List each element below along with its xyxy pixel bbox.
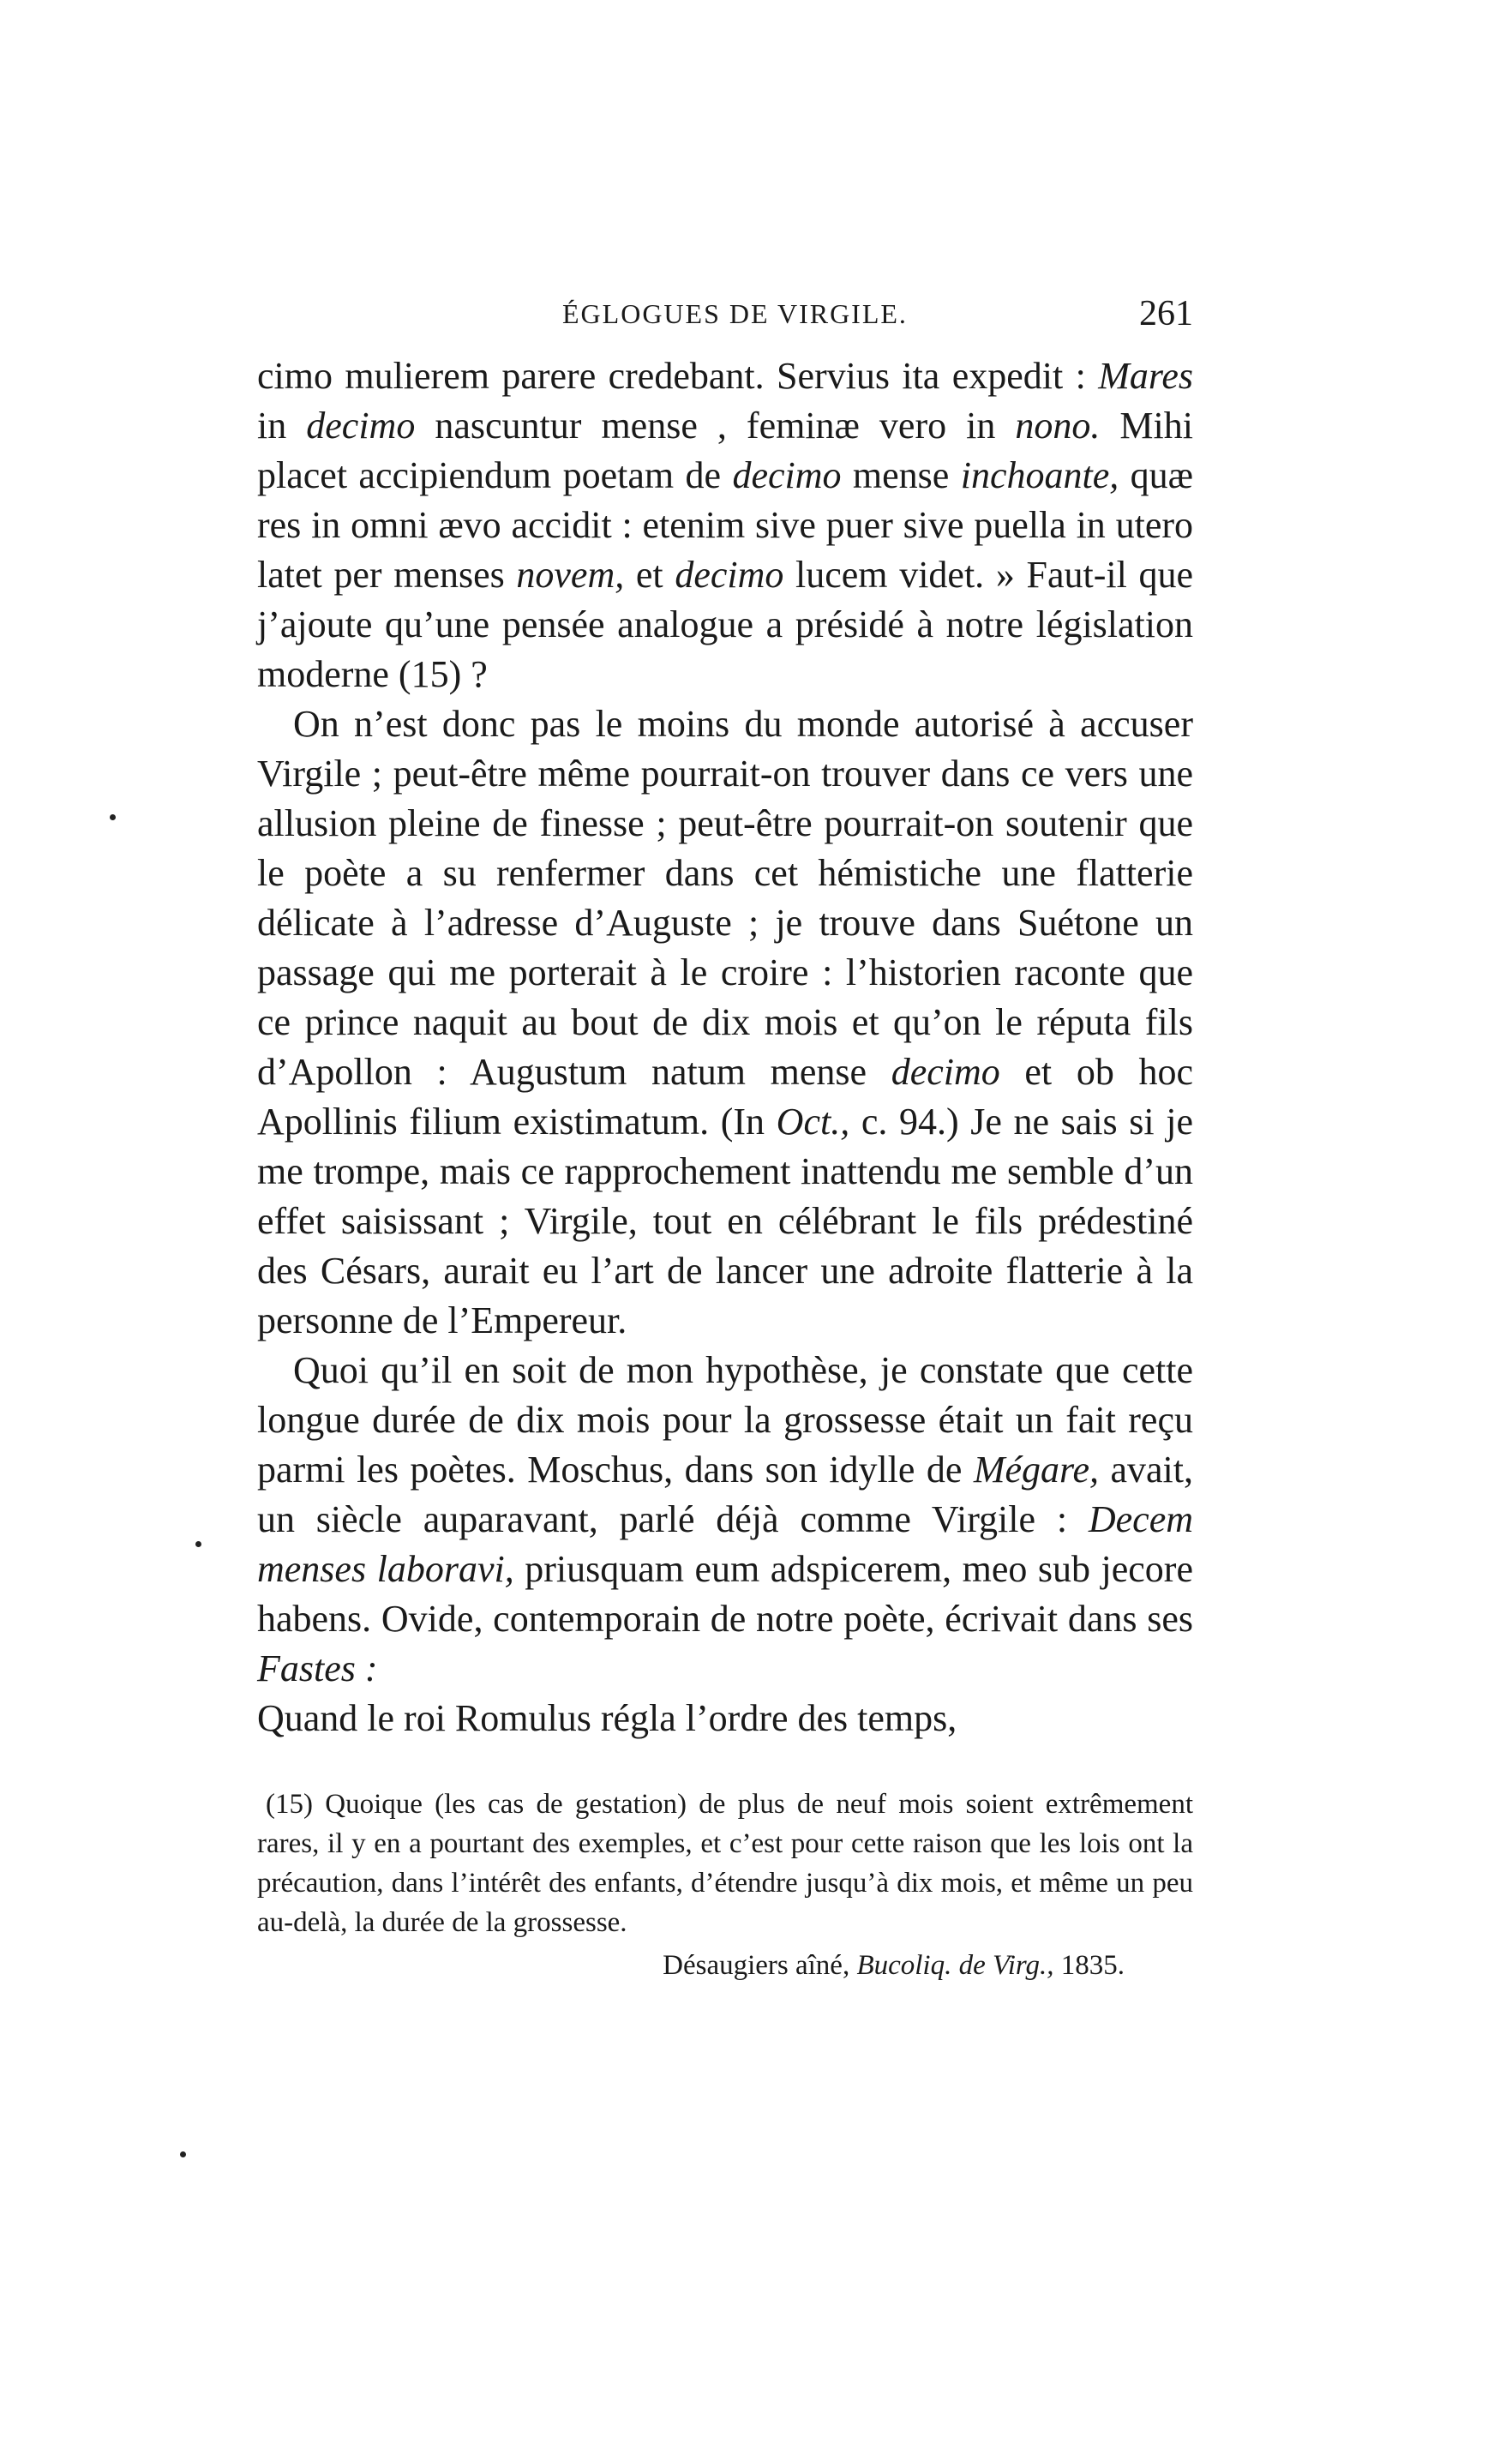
page-number: 261 [1139, 294, 1193, 333]
verse-quote: Quand le roi Romulus régla l’ordre des temps, [257, 1697, 957, 1739]
ink-speck [180, 2151, 186, 2157]
paragraph-2: On n’est donc pas le moins du monde autorisé à accuser Virgile ; peut-être même pourrait-on trouver dans ce vers une allusion pleine de finesse ; peut-être pourrait-on soutenir que le poète a su renfermer dans cet hémistiche une flatterie délicate à l’adresse d’Auguste ; je trouve dans Suétone un passage qui me porterait à le croire : l’historien raconte que ce prince naquit au bout de dix mois et qu’on le réputa fils d’Apollon : Augustum natum mense decimo et ob hoc Apollinis filium existimatum. (In Oct., c. 94.) Je ne sais si je me trompe, mais ce rapprochement inattendu me semble d’un effet saisissant ; Virgile, tout en célébrant le fils prédestiné des Césars, aurait eu l’art de lancer une adroite flatterie à la personne de l’Empereur. [257, 703, 1194, 1341]
paragraph-3: Quoi qu’il en soit de mon hypothèse, je constate que cette longue durée de dix mois pour la grossesse était un fait reçu parmi les poètes. Moschus, dans son idylle de Mégare, avait, un siècle auparavant, parlé déjà comme Virgile : Decem menses laboravi, priusquam eum adspicerem, meo sub jecore habens. Ovide, contemporain de notre poète, écrivait dans ses Fastes : [257, 1349, 1193, 1689]
main-text [257, 351, 1193, 1743]
footnote-text: (15) Quoique (les cas de gestation) de plus de neuf mois soient extrêmement rares, il y en a pourtant des exemples, et c’est pour cette raison que les lois ont la précaution, dans l’intérêt des enfants, d’étendre jusqu’à dix mois, et même un peu au-delà, la durée de la grossesse. [257, 1789, 1193, 1938]
paragraph-1: cimo mulierem parere credebant. Servius ita expedit : Mares in decimo nascuntur mense , feminæ vero in nono. Mihi placet accipiendum poetam de decimo mense inchoante, quæ res in omni ævo accidit : etenim sive puer sive puella in utero latet per menses novem, et decimo lucem videt. » Faut-il que j’ajoute qu’une pensée analogue a présidé à notre législation moderne (15) ? [257, 355, 1193, 695]
footnote-attribution: Désaugiers aîné, Bucoliq. de Virg., 1835. [663, 1950, 1125, 1981]
ink-speck [110, 814, 116, 820]
footnote [257, 1785, 1193, 1985]
ink-speck [195, 1541, 201, 1547]
running-title: ÉGLOGUES DE VIRGILE. [562, 298, 908, 329]
page-header [257, 294, 1193, 341]
